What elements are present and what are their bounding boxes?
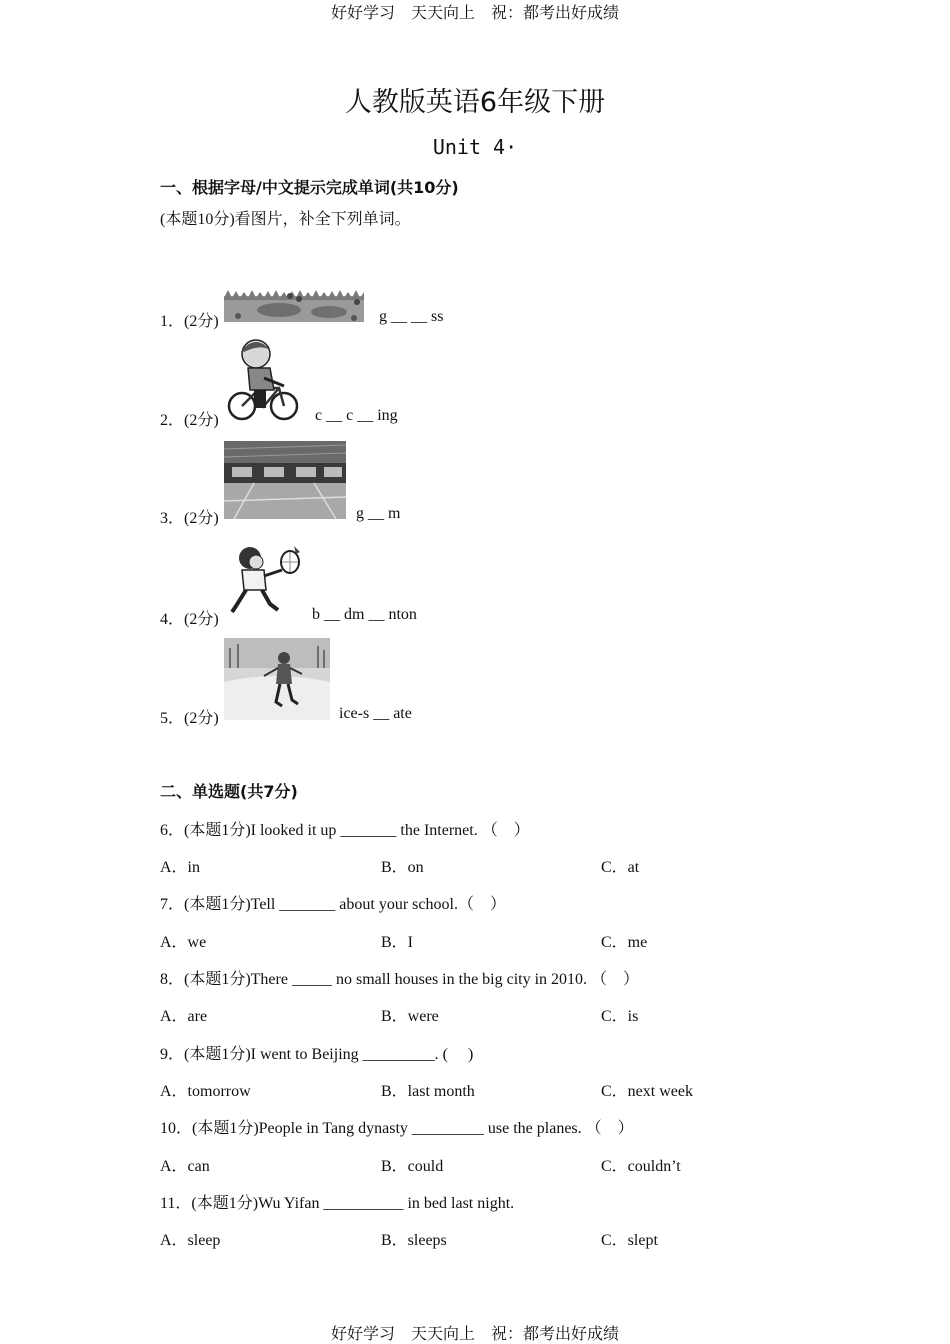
unit-title: Unit 4· xyxy=(432,135,518,159)
page-header: 好好学习 天天向上 祝：都考出好成绩 xyxy=(330,5,619,22)
gym-picture xyxy=(224,441,346,519)
item-3-label: 3．(2分) xyxy=(160,510,219,527)
page-footer: 好好学习 天天向上 祝：都考出好成绩 xyxy=(330,1326,619,1343)
question-6-option-c[interactable]: C．at xyxy=(601,859,640,876)
question-8-stem: 8．(本题1分)There _____ no small houses in the big city in 2010. （ ） xyxy=(160,971,640,988)
question-9-option-c[interactable]: C．next week xyxy=(601,1083,693,1100)
question-11-stem: 11．(本题1分)Wu Yifan __________ in bed last night. xyxy=(160,1195,515,1212)
question-7-option-c[interactable]: C．me xyxy=(601,934,648,951)
grass-picture xyxy=(224,290,364,322)
question-10-stem: 10．(本题1分)People in Tang dynasty _________ use the planes. （ ） xyxy=(160,1120,634,1137)
document-title: 人教版英语6年级下册 xyxy=(344,87,606,118)
question-7-option-b[interactable]: B．I xyxy=(381,934,414,951)
question-6-option-a[interactable]: A．in xyxy=(160,859,201,876)
item-5-label: 5．(2分) xyxy=(160,710,219,727)
ice-skating-picture xyxy=(224,638,330,720)
section2-heading: 二、单选题(共7分) xyxy=(160,782,298,801)
question-11-option-a[interactable]: A．sleep xyxy=(160,1232,221,1249)
question-6-stem: 6．(本题1分)I looked it up _______ the Internet. （ ） xyxy=(160,822,530,839)
question-11-option-c[interactable]: C．slept xyxy=(601,1232,658,1249)
badminton-player-picture xyxy=(230,544,306,616)
boy-cycling-picture xyxy=(224,338,302,422)
question-7-option-a[interactable]: A．we xyxy=(160,934,207,951)
item-1-label: 1．(2分) xyxy=(160,313,219,330)
question-8-option-b[interactable]: B．were xyxy=(381,1008,439,1025)
question-9-option-b[interactable]: B．last month xyxy=(381,1083,475,1100)
question-8-option-a[interactable]: A．are xyxy=(160,1008,208,1025)
question-9-option-a[interactable]: A．tomorrow xyxy=(160,1083,251,1100)
question-11-option-b[interactable]: B．sleeps xyxy=(381,1232,447,1249)
item-3-word: g __ m xyxy=(356,505,401,522)
item-4-label: 4．(2分) xyxy=(160,611,219,628)
item-4-word: b __ dm __ nton xyxy=(312,606,417,623)
question-10-option-b[interactable]: B．could xyxy=(381,1158,444,1175)
question-7-stem: 7．(本题1分)Tell _______ about your school.（ ） xyxy=(160,896,506,913)
section1-instruction: (本题10分)看图片，补全下列单词。 xyxy=(160,211,411,228)
question-10-option-c[interactable]: C．couldn’t xyxy=(601,1158,681,1175)
item-2-word: c __ c __ ing xyxy=(315,407,398,424)
question-10-option-a[interactable]: A．can xyxy=(160,1158,210,1175)
item-5-word: ice-s __ ate xyxy=(339,705,412,722)
question-8-option-c[interactable]: C．is xyxy=(601,1008,639,1025)
item-1-word: g __ __ ss xyxy=(379,308,444,325)
question-6-option-b[interactable]: B．on xyxy=(381,859,424,876)
question-9-stem: 9．(本题1分)I went to Beijing _________. ( ) xyxy=(160,1046,474,1063)
item-2-label: 2．(2分) xyxy=(160,412,219,429)
section1-heading: 一、根据字母/中文提示完成单词(共10分) xyxy=(160,178,459,197)
